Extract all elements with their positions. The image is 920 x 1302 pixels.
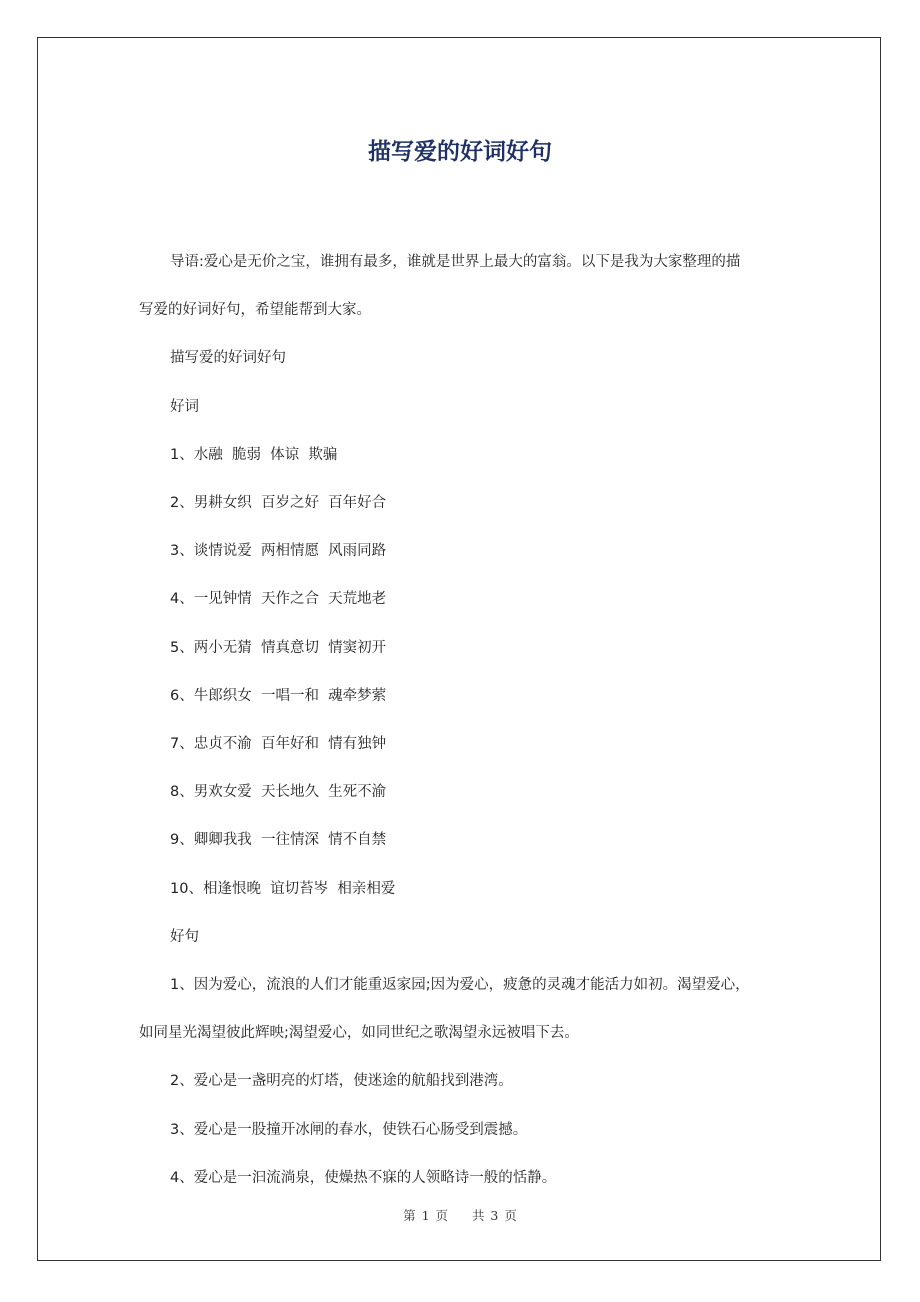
- good-sentence-1-line-1: 1、因为爱心，流浪的人们才能重返家园;因为爱心，疲惫的灵魂才能活力如初。渴望爱心，: [170, 977, 750, 994]
- total-pages-indicator: 共 3 页: [471, 1208, 517, 1223]
- document-title: 描写爱的好词好句: [368, 139, 552, 166]
- current-page-indicator: 第 1 页: [403, 1208, 449, 1223]
- good-sentence-2: 2、爱心是一盏明亮的灯塔，使迷途的航船找到港湾。: [170, 1073, 513, 1090]
- good-sentence-4: 4、爱心是一汩流淌泉，使燥热不寐的人领略诗一般的恬静。: [170, 1169, 557, 1186]
- good-words-item: 4、一见钟情 天作之合 天荒地老: [170, 591, 387, 608]
- good-words-item: 3、谈情说爱 两相情愿 风雨同路: [170, 543, 387, 560]
- good-words-item: 10、相逢恨晚 谊切苔岑 相亲相爱: [170, 880, 396, 897]
- footer-spacer: [448, 1208, 472, 1223]
- good-words-item: 2、男耕女织 百岁之好 百年好合: [170, 495, 387, 512]
- good-sentences-heading: 好句: [170, 928, 199, 945]
- good-words-item: 6、牛郎织女 一唱一和 魂牵梦萦: [170, 687, 387, 704]
- good-words-item: 1、水融 脆弱 体谅 欺骗: [170, 446, 338, 463]
- section-heading: 描写爱的好词好句: [170, 350, 286, 367]
- intro-paragraph-line-1: 导语:爱心是无价之宝，谁拥有最多，谁就是世界上最大的富翁。以下是我为大家整理的描: [170, 254, 741, 270]
- good-words-item: 9、卿卿我我 一往情深 情不自禁: [170, 832, 387, 849]
- good-words-heading: 好词: [170, 398, 199, 415]
- good-words-item: 5、两小无猜 情真意切 情窦初开: [170, 639, 387, 656]
- good-words-item: 8、男欢女爱 天长地久 生死不渝: [170, 784, 387, 801]
- page-footer: [0, 1206, 920, 1224]
- intro-paragraph-line-2: 写爱的好词好句，希望能帮到大家。: [139, 302, 371, 319]
- good-sentence-3: 3、爱心是一股撞开冰闸的春水，使铁石心肠受到震撼。: [170, 1121, 528, 1138]
- good-words-item: 7、忠贞不渝 百年好和 情有独钟: [170, 736, 387, 753]
- document-body: [139, 238, 789, 1202]
- good-sentence-1-line-2: 如同星光渴望彼此辉映;渴望爱心，如同世纪之歌渴望永远被唱下去。: [139, 1025, 579, 1042]
